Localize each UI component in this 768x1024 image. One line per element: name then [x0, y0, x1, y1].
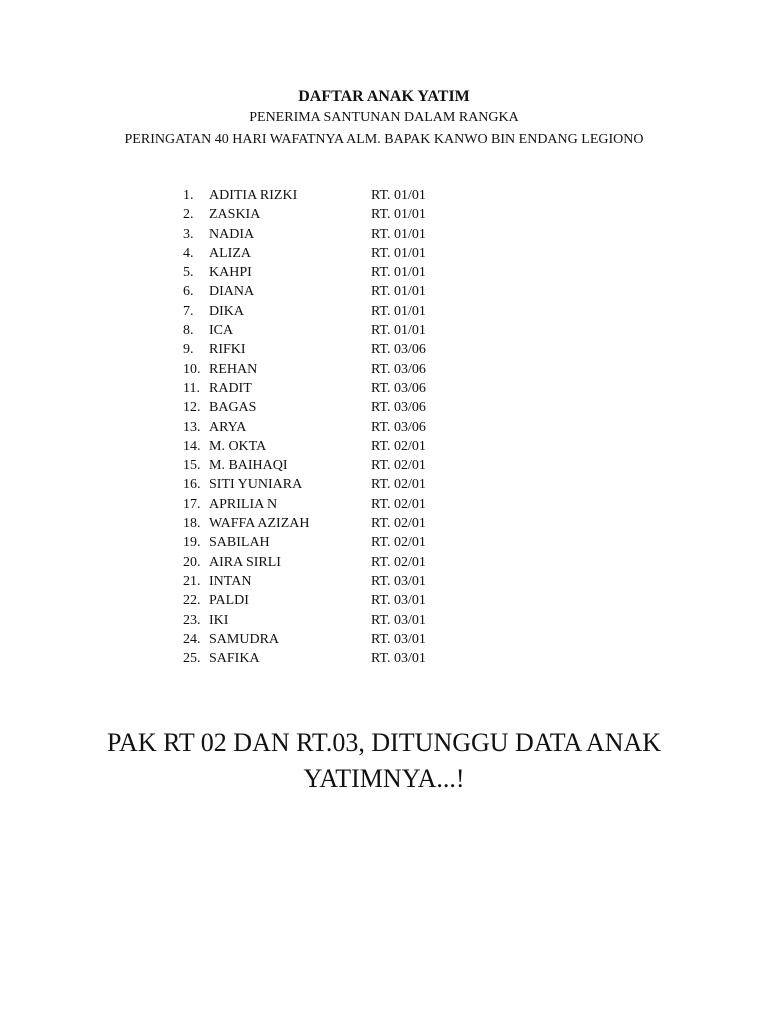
- list-item-name: SAFIKA: [209, 651, 260, 667]
- list-item: [183, 630, 463, 649]
- list-item-number: 12.: [183, 400, 201, 416]
- list-item-rt: RT. 01/01: [371, 245, 426, 261]
- list-item-rt: RT. 02/01: [371, 516, 426, 532]
- list-item-name: ARYA: [209, 419, 247, 435]
- list-item-number: 9.: [183, 342, 194, 358]
- list-item: [183, 340, 463, 359]
- list-item-name: REHAN: [209, 361, 258, 377]
- list-item-number: 8.: [183, 323, 194, 339]
- list-item: [183, 553, 463, 572]
- list-item: [183, 282, 463, 301]
- list-item-number: 3.: [183, 226, 194, 242]
- list-item-rt: RT. 01/01: [371, 207, 426, 223]
- list-item-rt: RT. 03/06: [371, 419, 426, 435]
- list-item: [183, 572, 463, 591]
- list-item-rt: RT. 03/01: [371, 612, 426, 628]
- list-item: [183, 456, 463, 475]
- list-item-rt: RT. 01/01: [371, 265, 426, 281]
- list-item-number: 13.: [183, 419, 201, 435]
- list-item-number: 21.: [183, 573, 201, 589]
- list-item: [183, 437, 463, 456]
- list-item: [183, 225, 463, 244]
- list-item-number: 10.: [183, 361, 201, 377]
- list-item-number: 17.: [183, 496, 201, 512]
- list-item-rt: RT. 03/06: [371, 380, 426, 396]
- list-item-name: ADITIA RIZKI: [209, 188, 298, 203]
- list-item-rt: RT. 01/01: [371, 284, 426, 300]
- list-item-number: 14.: [183, 438, 201, 454]
- list-item-name: RADIT: [209, 380, 252, 396]
- notice-line-1: PAK RT 02 DAN RT.03, DITUNGGU DATA ANAK: [106, 728, 662, 757]
- list-item-number: 22.: [183, 593, 201, 609]
- document-subtitle: PENERIMA SANTUNAN DALAM RANGKA: [249, 110, 519, 125]
- list-item-number: 5.: [183, 265, 194, 281]
- list-item-name: RIFKI: [209, 342, 246, 358]
- list-item: [183, 186, 463, 205]
- list-item-rt: RT. 03/01: [371, 593, 426, 609]
- list-item-rt: RT. 01/01: [371, 303, 426, 319]
- list-item-name: KAHPI: [209, 265, 252, 281]
- list-item-rt: RT. 01/01: [371, 188, 426, 203]
- list-item-rt: RT. 03/06: [371, 400, 426, 416]
- list-item: [183, 514, 463, 533]
- document-subtitle-occasion: PERINGATAN 40 HARI WAFATNYA ALM. BAPAK KANWO BIN ENDANG LEGIONO: [124, 132, 644, 147]
- list-item-rt: RT. 03/06: [371, 342, 426, 358]
- orphan-list: [183, 186, 463, 668]
- list-item: [183, 244, 463, 263]
- list-item-name: M. OKTA: [209, 438, 267, 454]
- list-item-rt: RT. 01/01: [371, 226, 426, 242]
- list-item-rt: RT. 03/01: [371, 651, 426, 667]
- list-item-name: ALIZA: [209, 245, 251, 261]
- list-item-number: 4.: [183, 245, 194, 261]
- list-item: [183, 591, 463, 610]
- list-item: [183, 649, 463, 668]
- list-item-name: SABILAH: [209, 535, 270, 551]
- document-title: DAFTAR ANAK YATIM: [298, 88, 470, 105]
- list-item-number: 11.: [183, 380, 200, 396]
- list-item-rt: RT. 02/01: [371, 535, 426, 551]
- list-item-name: DIKA: [209, 303, 244, 319]
- list-item-number: 25.: [183, 651, 201, 667]
- list-item-rt: RT. 02/01: [371, 438, 426, 454]
- list-item-name: NADIA: [209, 226, 255, 242]
- list-item-name: SAMUDRA: [209, 631, 280, 647]
- document-header: [0, 87, 768, 149]
- list-item: [183, 398, 463, 417]
- list-item-number: 6.: [183, 284, 194, 300]
- list-item-number: 15.: [183, 458, 201, 474]
- notice-line-2: YATIMNYA...!: [303, 764, 465, 793]
- list-item: [183, 495, 463, 514]
- list-item-number: 23.: [183, 612, 201, 628]
- list-item-number: 18.: [183, 516, 201, 532]
- list-item-name: INTAN: [209, 573, 252, 589]
- list-item: [183, 302, 463, 321]
- list-item-rt: RT. 01/01: [371, 323, 426, 339]
- list-item: [183, 205, 463, 224]
- list-item: [183, 263, 463, 282]
- list-item-rt: RT. 03/01: [371, 573, 426, 589]
- notice-text: [84, 725, 684, 797]
- list-item-name: DIANA: [209, 284, 255, 300]
- list-item-name: ICA: [209, 323, 234, 339]
- list-item: [183, 611, 463, 630]
- list-item-number: 2.: [183, 207, 194, 223]
- list-item-name: IKI: [209, 612, 229, 628]
- list-item-rt: RT. 02/01: [371, 477, 426, 493]
- list-item-number: 19.: [183, 535, 201, 551]
- list-item-number: 20.: [183, 554, 201, 570]
- list-item-name: PALDI: [209, 593, 249, 609]
- list-item-rt: RT. 02/01: [371, 496, 426, 512]
- list-item-name: APRILIA N: [209, 496, 278, 512]
- list-item-name: BAGAS: [209, 400, 257, 416]
- list-item: [183, 360, 463, 379]
- list-item-number: 24.: [183, 631, 201, 647]
- list-item-number: 1.: [183, 188, 194, 203]
- list-item-name: ZASKIA: [209, 207, 261, 223]
- list-item-number: 16.: [183, 477, 201, 493]
- list-item-rt: RT. 02/01: [371, 458, 426, 474]
- list-item: [183, 379, 463, 398]
- list-item-name: AIRA SIRLI: [209, 554, 281, 570]
- list-item-name: WAFFA AZIZAH: [209, 516, 310, 532]
- list-item: [183, 321, 463, 340]
- list-item-name: SITI YUNIARA: [209, 477, 303, 493]
- list-item-number: 7.: [183, 303, 194, 319]
- list-item-rt: RT. 02/01: [371, 554, 426, 570]
- list-item-rt: RT. 03/06: [371, 361, 426, 377]
- list-item: [183, 418, 463, 437]
- list-item-rt: RT. 03/01: [371, 631, 426, 647]
- list-item: [183, 475, 463, 494]
- list-item-name: M. BAIHAQI: [209, 458, 288, 474]
- list-item: [183, 533, 463, 552]
